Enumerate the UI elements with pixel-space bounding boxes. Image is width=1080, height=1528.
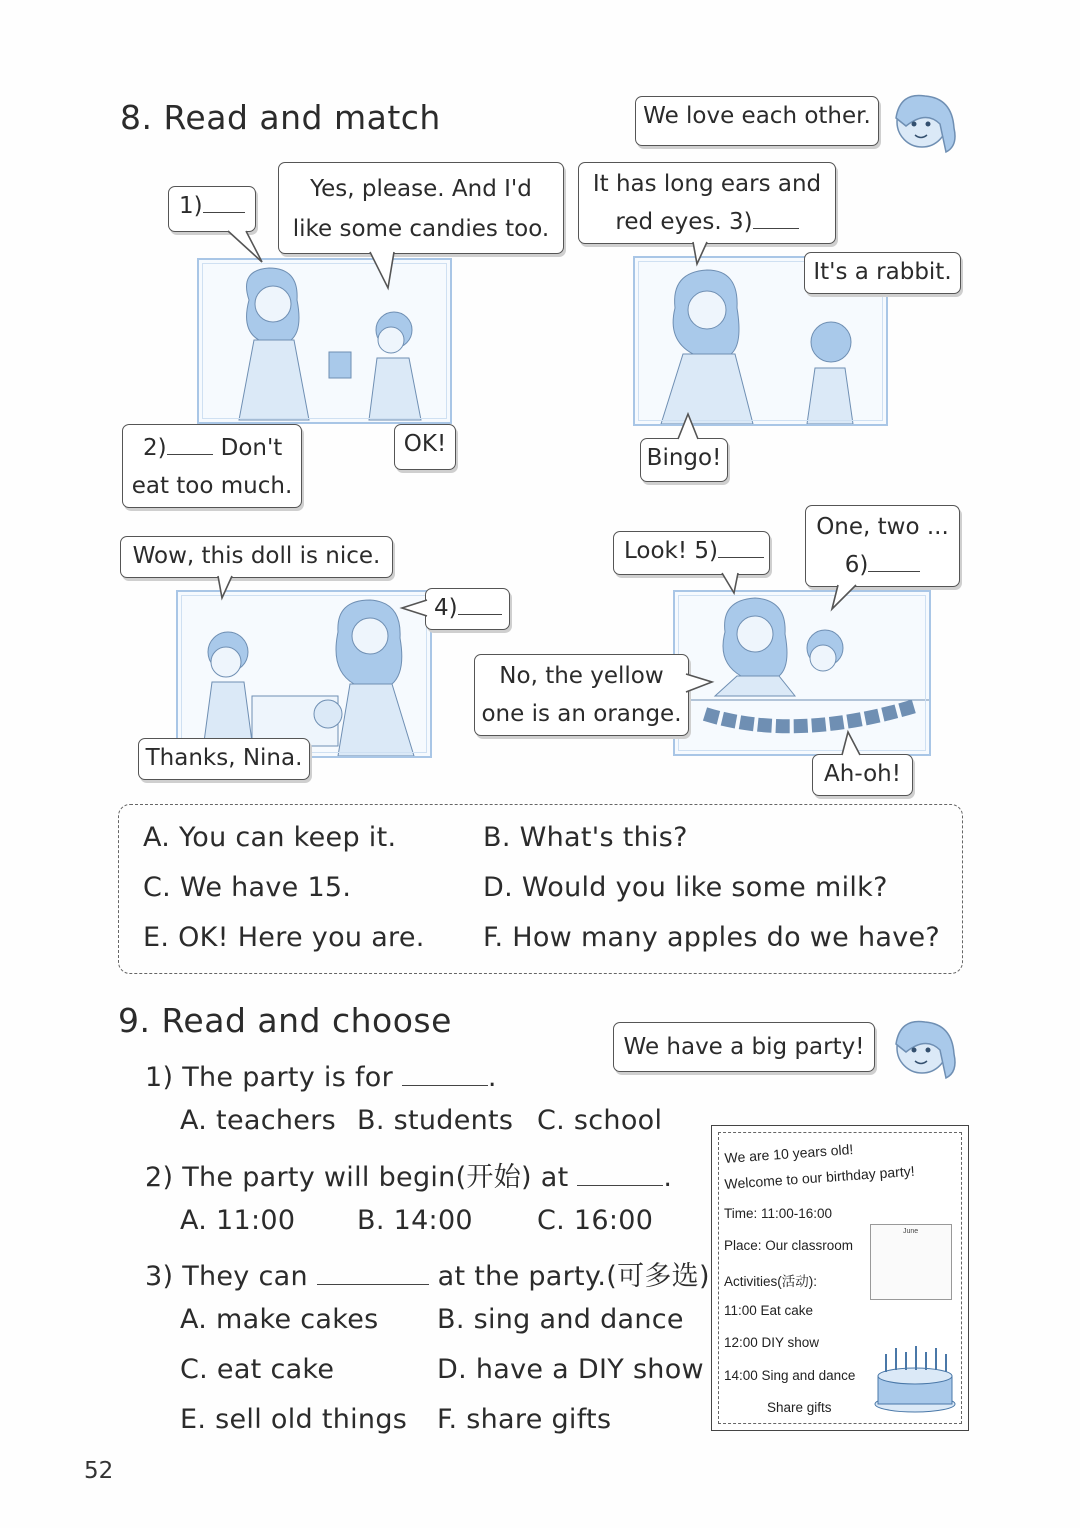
section-9-title: 9. Read and choose (118, 1001, 452, 1040)
birthday-cake-icon (872, 1338, 958, 1416)
card-activity-3: 14:00 Sing and dance (724, 1368, 856, 1383)
blank-number: 5) (694, 538, 719, 564)
bubble-line: Don't (220, 435, 283, 461)
speech-bubble-orange (474, 654, 689, 736)
girl-head-icon-2 (866, 1012, 966, 1082)
scene-1-drawing (199, 260, 450, 422)
bubble-text: OK! (403, 431, 447, 457)
blank-bubble-4 (425, 588, 510, 630)
answer-blank[interactable] (458, 590, 502, 615)
answer-blank[interactable] (203, 188, 245, 213)
speech-bubble-doll (120, 536, 393, 578)
question-2: 2) The party will begin(开始) at . (145, 1155, 672, 1194)
calendar-month: June (903, 1228, 919, 1235)
card-activity-1: 11:00 Eat cake (724, 1303, 814, 1318)
option-f: F. How many apples do we have? (483, 922, 941, 953)
bubble-line: One, two ... (816, 514, 949, 540)
bubble-text: It's a rabbit. (813, 259, 952, 285)
question-text: 2) The party will begin(开始) at (145, 1162, 569, 1193)
speech-bubble-ok (394, 424, 456, 470)
q2-option-a: A. 11:00 (180, 1205, 296, 1236)
scene-3-illustration (176, 590, 432, 758)
option-e: E. OK! Here you are. (143, 922, 425, 953)
question-3 (145, 1254, 710, 1293)
q1-option-c: C. school (537, 1105, 663, 1136)
q3-option-e: E. sell old things (180, 1404, 408, 1435)
bubble-line: like some candies too. (292, 216, 550, 242)
q3-option-c: C. eat cake (180, 1354, 335, 1385)
blank-number: 2) (143, 435, 167, 461)
party-speech-bubble (613, 1022, 875, 1072)
blank-number: 6) (844, 552, 869, 578)
bubble-line: Yes, please. And I'd (310, 176, 532, 202)
option-c: C. We have 15. (143, 872, 352, 903)
q3-option-b: B. sing and dance (437, 1304, 684, 1335)
speech-bubble-rabbit-clue (578, 162, 836, 244)
card-activity-2: 12:00 DIY show (724, 1335, 820, 1350)
speech-bubble-bingo (640, 438, 728, 482)
calendar-icon (870, 1224, 952, 1300)
bubble-line: eat too much. (131, 473, 293, 499)
q3-option-d: D. have a DIY show (437, 1354, 704, 1385)
speech-bubble-rabbit (804, 252, 961, 294)
scene-1-illustration (197, 258, 452, 424)
bubble-text: Look! (624, 538, 688, 564)
card-time: Time: 11:00-16:00 (724, 1206, 833, 1221)
girl-head-icon (870, 88, 965, 156)
header-bubble-text: We love each other. (643, 103, 871, 129)
bubble-text: Thanks, Nina. (145, 745, 303, 771)
section-8-title: 8. Read and match (120, 98, 441, 137)
answer-blank[interactable] (577, 1155, 663, 1186)
bubble-line: one is an orange. (481, 701, 682, 727)
card-line-2: Welcome to our birthday party! (724, 1162, 916, 1192)
q1-option-b: B. students (357, 1105, 514, 1136)
header-speech-bubble (635, 96, 879, 146)
bubble-line: red eyes. (615, 209, 722, 235)
blank-bubble-1 (168, 186, 256, 232)
blank-number: 1) (179, 193, 203, 219)
speech-bubble-thanks (138, 738, 310, 780)
bubble-text: Ah-oh! (824, 761, 901, 787)
blank-bubble-2 (122, 424, 302, 508)
blank-bubble-5 (613, 531, 770, 575)
q1-option-a: A. teachers (180, 1105, 336, 1136)
answer-blank[interactable] (402, 1055, 488, 1086)
card-line-1: We are 10 years old! (724, 1141, 854, 1166)
option-d: D. Would you like some milk? (483, 872, 888, 903)
answer-blank[interactable] (753, 204, 799, 229)
bubble-line: It has long ears and (592, 171, 822, 197)
option-a: A. You can keep it. (143, 822, 397, 853)
blank-number: 4) (434, 595, 458, 621)
blank-bubble-6 (805, 505, 960, 587)
card-activity-4: Share gifts (767, 1400, 832, 1415)
question-1: 1) The party is for . (145, 1055, 497, 1093)
bubble-text: We have a big party! (623, 1034, 865, 1060)
question-text: 3) They can (145, 1261, 308, 1292)
answer-blank[interactable] (167, 430, 213, 455)
question-text: 1) The party is for (145, 1062, 394, 1093)
option-b: B. What's this? (483, 822, 688, 853)
q2-option-b: B. 14:00 (357, 1205, 473, 1236)
q3-option-a: A. make cakes (180, 1304, 379, 1335)
bubble-text: Wow, this doll is nice. (132, 543, 381, 569)
answer-blank[interactable] (718, 533, 764, 558)
question-text: at the party.(可多选) (437, 1261, 710, 1292)
answer-blank[interactable] (317, 1254, 429, 1285)
bubble-line: No, the yellow (499, 663, 664, 689)
card-place: Place: Our classroom (724, 1238, 854, 1253)
answer-blank[interactable] (868, 547, 920, 572)
party-invitation-card (711, 1125, 969, 1431)
speech-bubble-candies (278, 162, 564, 254)
blank-number: 3) (728, 209, 753, 235)
bubble-text: Bingo! (646, 445, 722, 471)
q3-option-f: F. share gifts (437, 1404, 612, 1435)
card-activities: Activities(活动): (724, 1274, 818, 1289)
q2-option-c: C. 16:00 (537, 1205, 654, 1236)
speech-bubble-ah-oh (812, 754, 913, 796)
page-number: 52 (84, 1458, 114, 1484)
scene-3-drawing (178, 592, 430, 756)
